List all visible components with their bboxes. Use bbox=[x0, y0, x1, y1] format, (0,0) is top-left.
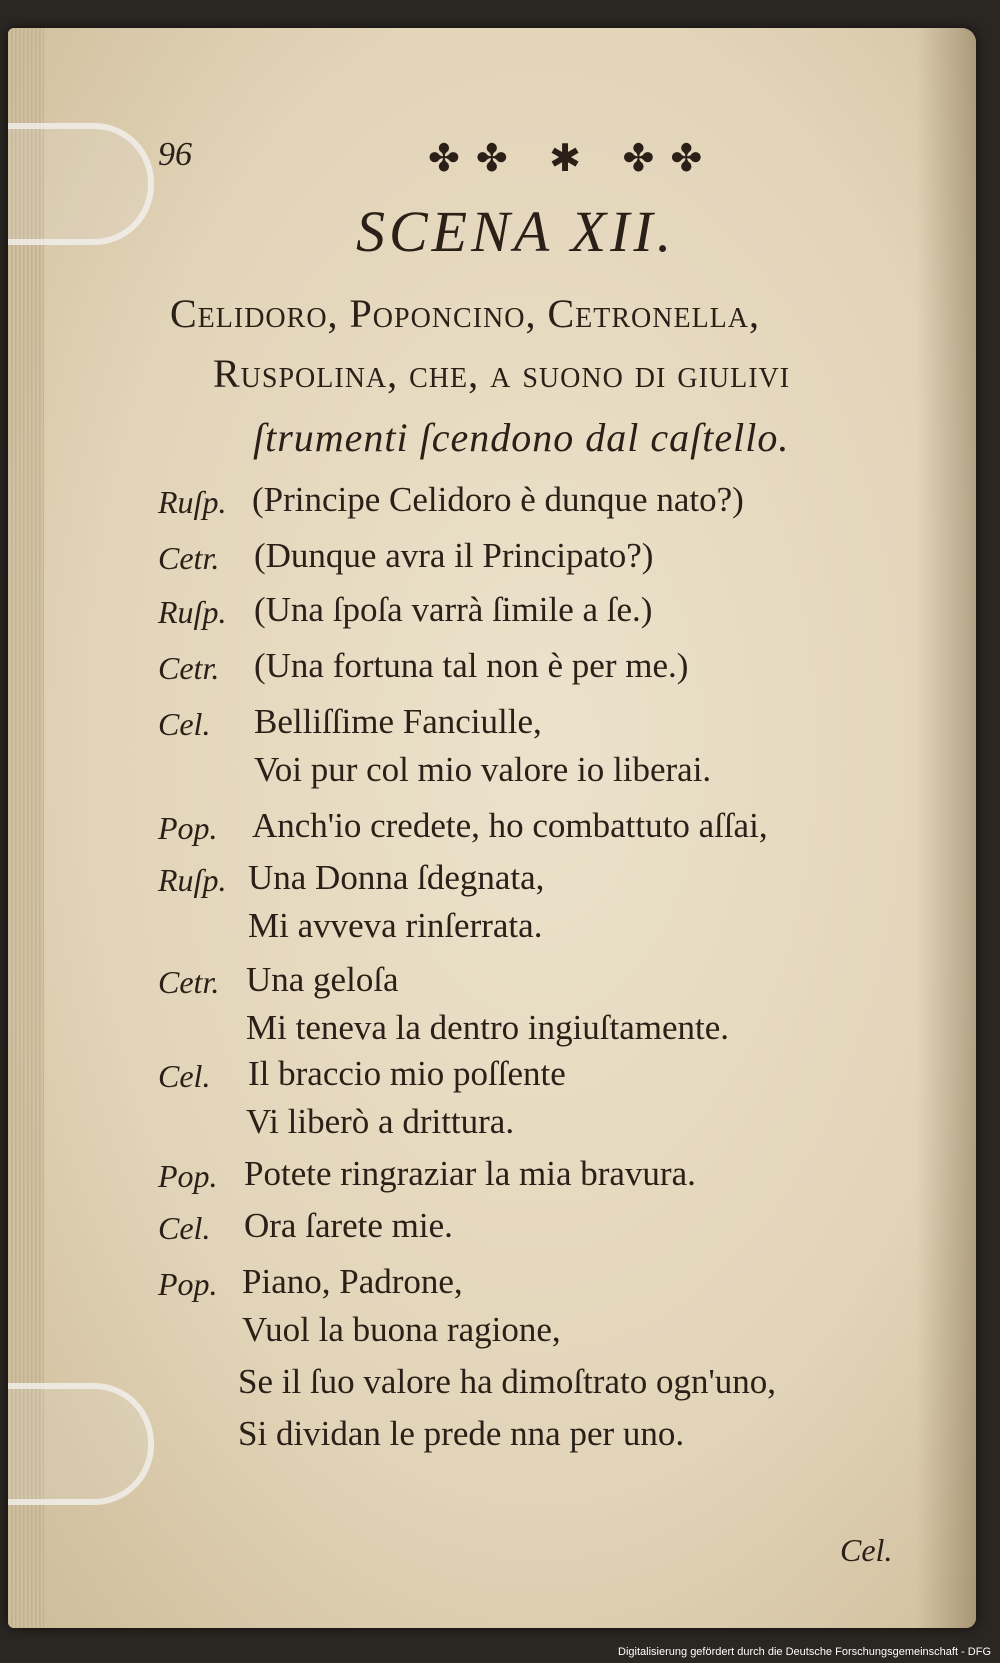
speaker-label: Pop. bbox=[158, 810, 218, 846]
speaker-label: Cetr. bbox=[158, 650, 220, 686]
dialogue-line: Mi teneva la dentro ingiuſtamente. bbox=[246, 1008, 730, 1047]
dialogue-line: Ora ſarete mie. bbox=[244, 1206, 453, 1245]
speaker-label: Cel. bbox=[158, 1210, 211, 1246]
dialogue-line: Vi liberò a drittura. bbox=[246, 1102, 515, 1141]
book-page bbox=[8, 28, 976, 1628]
scene-title: SCENA XII. bbox=[356, 199, 676, 264]
speaker-label: Ruſp. bbox=[158, 484, 227, 520]
dialogue-line: Se il ſuo valore ha dimoſtrato ogn'uno, bbox=[238, 1362, 777, 1401]
speaker-label: Cetr. bbox=[158, 964, 220, 1000]
dialogue-line: (Dunque avra il Principato?) bbox=[254, 536, 654, 575]
dialogue-line: Potete ringraziar la mia bravura. bbox=[244, 1154, 696, 1193]
scene-header-line-1: Celidoro, Poponcino, Cetronella, bbox=[170, 291, 761, 336]
speaker-label: Ruſp. bbox=[158, 594, 227, 630]
dialogue-line: Voi pur col mio valore io liberai. bbox=[254, 750, 712, 789]
page-number: 96 bbox=[158, 136, 192, 173]
speaker-label: Cel. bbox=[158, 1058, 211, 1094]
dialogue-line: Il braccio mio poſſente bbox=[248, 1054, 566, 1093]
speaker-label: Cetr. bbox=[158, 540, 220, 576]
speaker-label: Pop. bbox=[158, 1158, 218, 1194]
scene-header-line-3: ſtrumenti ſcendono dal caſtello. bbox=[253, 415, 790, 460]
dialogue-line: Si dividan le prede nna per uno. bbox=[238, 1414, 685, 1453]
page-clip-bottom bbox=[8, 1383, 154, 1505]
scene-header-line-2: Ruspolina, che, a ſuono di giulivi bbox=[213, 351, 791, 396]
digitization-credit: Digitalisierung gefördert durch die Deutsche Forschungsgemeinschaft - DFG bbox=[615, 1645, 994, 1659]
page-clip-top bbox=[8, 123, 154, 245]
dialogue-line: (Una ſpoſa varrà ſimile a ſe.) bbox=[254, 590, 653, 629]
catchword: Cel. bbox=[840, 1532, 893, 1568]
dialogue-line: (Una fortuna tal non è per me.) bbox=[254, 646, 689, 685]
dialogue-line: Vuol la buona ragione, bbox=[242, 1310, 561, 1349]
dialogue-line: Anch'io credete, ho combattuto aſſai, bbox=[252, 806, 768, 845]
dialogue-line: Belliſſime Fanciulle, bbox=[254, 702, 542, 741]
dialogue-line: Mi avveva rinſerrata. bbox=[248, 906, 543, 945]
dialogue-line: Piano, Padrone, bbox=[242, 1262, 463, 1301]
ornament-divider: ✤✤ ✱ ✤✤ bbox=[428, 138, 719, 180]
speaker-label: Cel. bbox=[158, 706, 211, 742]
speaker-label: Ruſp. bbox=[158, 862, 227, 898]
speaker-label: Pop. bbox=[158, 1266, 218, 1302]
gutter-shadow bbox=[916, 28, 976, 1628]
dialogue-line: (Principe Celidoro è dunque nato?) bbox=[252, 480, 744, 519]
dialogue-line: Una Donna ſdegnata, bbox=[248, 858, 545, 897]
dialogue-line: Una geloſa bbox=[246, 960, 399, 999]
